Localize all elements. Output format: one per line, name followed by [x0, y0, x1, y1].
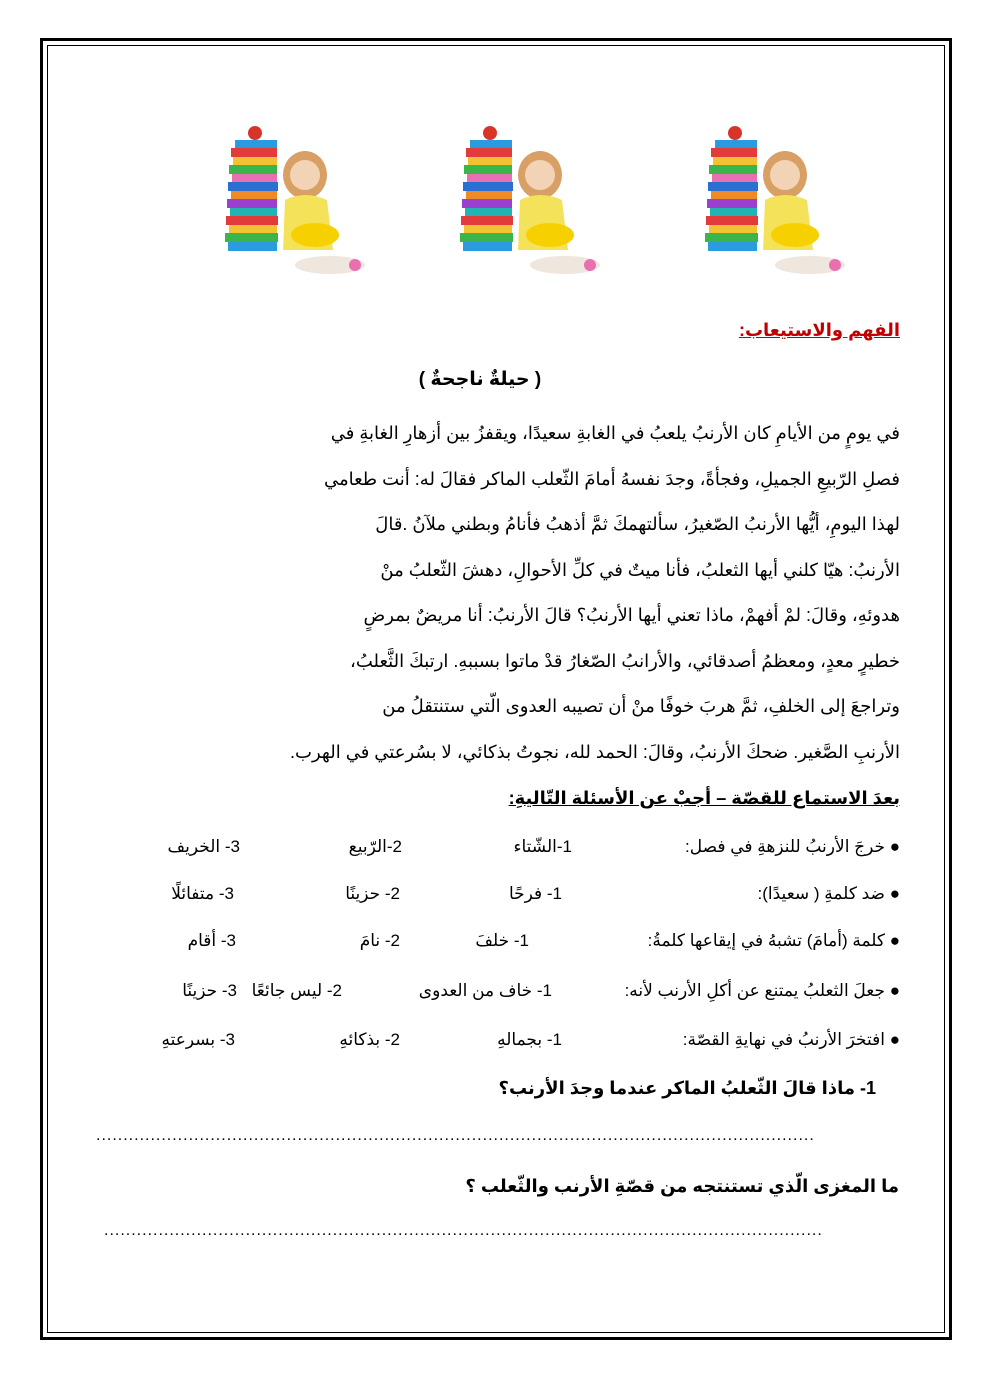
child-reading-books-image: [440, 100, 610, 285]
question-stem: ● كلمة (أمامَ) تشبهُ في إيقاعها كلمةُ:: [647, 931, 900, 950]
instructions: بعدَ الاستماع للقصّة – أجبْ عن الأسئلة التّاليةِ:: [508, 788, 900, 808]
option-1: 1- خلفَ: [475, 931, 529, 950]
story-line: في يومٍ من الأيامِ كان الأرنبُ يلعبُ في الغابةِ سعيدًا، ويقفزُ بين أزهارِ الغابةِ في: [330, 423, 900, 443]
child-reading-books-image: [685, 100, 855, 285]
section-title: الفهم والاستيعاب:: [738, 320, 900, 340]
story-line: وتراجعَ إلى الخلفِ، ثمَّ هربَ خوفًا منْ أن تصيبه العدوى الّتي ستنتقلُ من: [382, 696, 900, 716]
story-line: لهذا اليومِ، أيُّها الأرنبُ الصّغيرُ، سألتهمكَ ثمَّ أذهبُ فأنامُ وبطني ملآنُ .قالَ: [375, 514, 900, 534]
option-2: 2-الرّبيع: [348, 837, 402, 856]
question-stem: ● ضد كلمةِ ( سعيدًا):: [757, 884, 900, 903]
story-line: الأرنبِ الصَّغير. ضحكَ الأرنبُ، وقالَ: الحمد لله، نجوتُ بذكائي، لا بسُرعتي في الهرب.: [290, 741, 900, 762]
option-1: 1- فرحًا: [508, 884, 562, 903]
answer-line-2[interactable]: ....................................................................................................................................: [104, 1222, 823, 1239]
option-1: 1-الشّتاء: [513, 837, 572, 856]
open-question-1: 1- ماذا قالَ الثّعلبُ الماكر عندما وجدَ الأرنب؟: [498, 1078, 876, 1098]
child-reading-books-image: [205, 100, 375, 285]
option-1: 1- خاف من العدوى: [418, 981, 552, 1000]
open-question-2: ما المغزى الّذي تستنتجه من قصّةِ الأرنب والثّعلب ؟: [465, 1176, 899, 1196]
option-3: 3- بسرعتهِ: [161, 1030, 235, 1049]
question-stem: ● جعلَ الثعلبُ يمتنع عن أكلِ الأرنب لأنه:: [624, 981, 900, 1000]
option-1: 1- بجمالهِ: [497, 1030, 562, 1049]
option-2: 2- بذكائهِ: [339, 1030, 400, 1049]
option-3: 3- أقام: [187, 931, 236, 950]
story-line: الأرنبُ: هيّا كلني أيها الثعلبُ، فأنا ميتٌ في كلِّ الأحوالِ، دهشَ الثّعلبُ منْ: [380, 559, 900, 580]
option-3: 3- متفائلًا: [171, 884, 234, 903]
story-line: فصلِ الرّبيعِ الجميلِ، وفجأةً، وجدَ نفسهُ أمامَ الثّعلب الماكر فقالَ له: أنت طعامي: [323, 468, 900, 489]
option-2: 2- حزينًا: [345, 884, 400, 903]
story-title: ( حيلةٌ ناجحةٌ ): [418, 369, 542, 390]
story-text: [95, 411, 900, 775]
question-stem: ● خرجَ الأرنبُ للنزهةِ في فصل:: [685, 837, 900, 856]
illustration-row: [0, 100, 992, 300]
question-stem: ● افتخرَ الأرنبُ في نهايةِ القصّة:: [682, 1030, 900, 1049]
answer-line-1[interactable]: ....................................................................................................................................: [96, 1127, 815, 1144]
option-3: 3- الخريف: [167, 837, 240, 856]
story-line: خطيرٍ معدٍ، ومعظمُ أصدقائي، والأرانبُ الصّغارُ قدْ ماتوا بسببهِ. ارتبكَ الثَّعلبُ،: [350, 650, 900, 671]
option-2: 2- نامَ: [359, 931, 400, 950]
option-3: 3- حزينًا: [182, 981, 237, 1000]
story-line: هدوئهِ، وقالَ: لمْ أفهمْ، ماذا تعني أيها الأرنبُ؟ قالَ الأرنبُ: أنا مريضٌ بمرضٍ: [363, 605, 900, 625]
option-2: 2- ليس جائعًا: [251, 981, 342, 1000]
